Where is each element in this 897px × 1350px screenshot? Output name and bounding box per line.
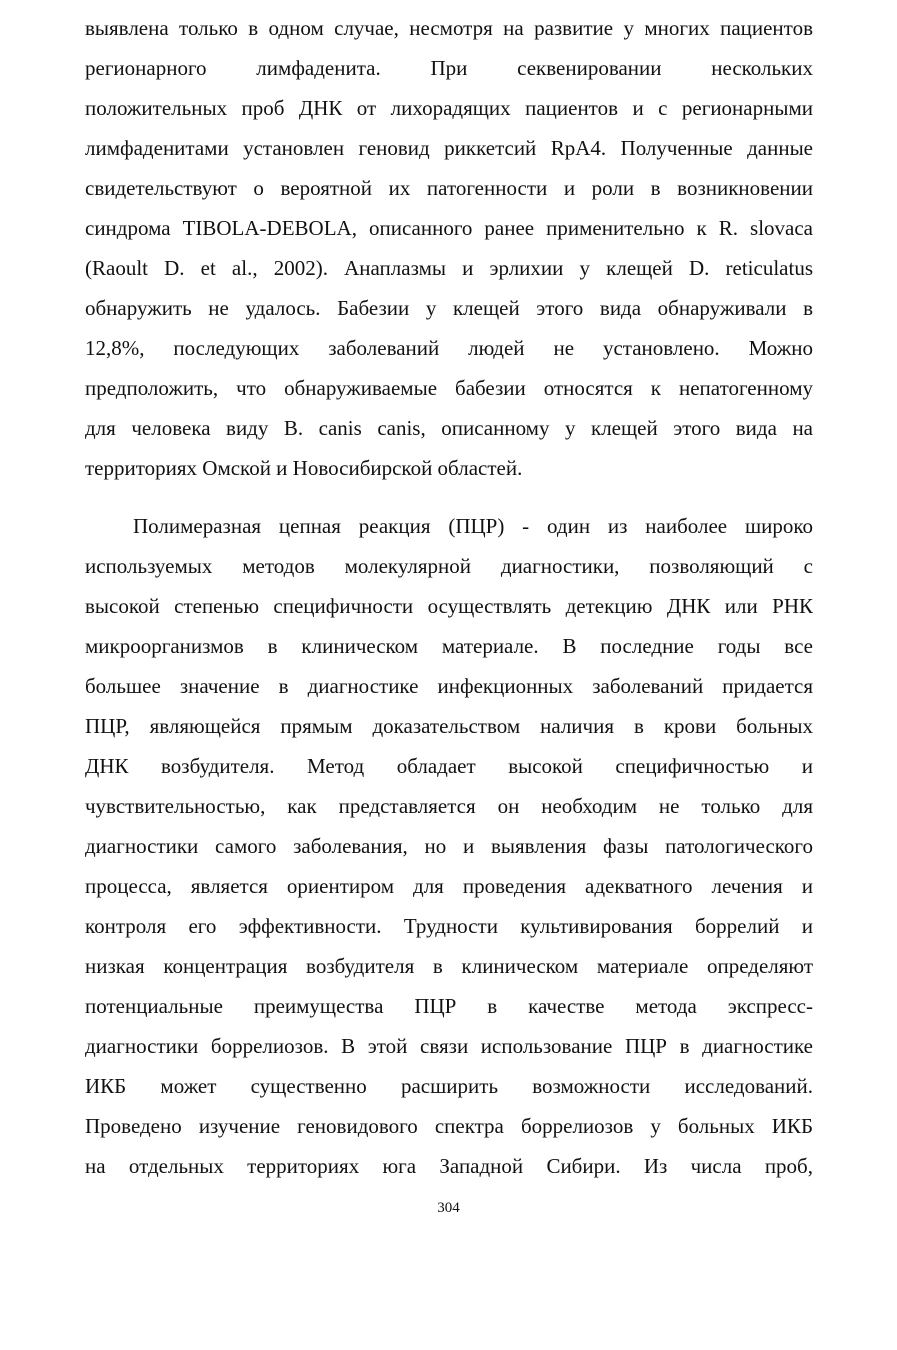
paragraph-1 [85,8,813,488]
text-line: Проведено изучение геновидового спектра боррелиозов у больных ИКБ [85,1114,813,1138]
text-line: обнаружить не удалось. Бабезии у клещей этого вида обнаруживали в [85,296,813,320]
text-line: низкая концентрация возбудителя в клиническом материале определяют [85,954,813,978]
text-line: территориях Омской и Новосибирской областей. [85,456,523,480]
text-line: регионарного лимфаденита. При секвенировании нескольких [85,56,813,80]
text-line: на отдельных территориях юга Западной Сибири. Из числа проб, [85,1154,813,1178]
text-line: синдрома TIBOLA-DEBOLA, описанного ранее применительно к R. slovaca [85,216,813,240]
text-line: выявлена только в одном случае, несмотря на развитие у многих пациентов [85,16,813,40]
text-line: используемых методов молекулярной диагностики, позволяющий с [85,554,813,578]
text-line: положительных проб ДНК от лихорадящих пациентов и с регионарными [85,96,813,120]
text-line: процесса, является ориентиром для проведения адекватного лечения и [85,874,813,898]
text-line: микроорганизмов в клиническом материале. В последние годы все [85,634,813,658]
text-line: для человека виду B. canis canis, описанному у клещей этого вида на [85,416,813,440]
paragraph-spacer [85,488,813,506]
text-line: ДНК возбудителя. Метод обладает высокой специфичностью и [85,754,813,778]
text-line: диагностики боррелиозов. В этой связи использование ПЦР в диагностике [85,1034,813,1058]
document-page [85,8,813,1186]
text-line: (Raoult D. et al., 2002). Анаплазмы и эрлихии у клещей D. reticulatus [85,256,813,280]
text-line: ИКБ может существенно расширить возможности исследований. [85,1074,813,1098]
text-line: лимфаденитами установлен геновид риккетсий RpA4. Полученные данные [85,136,813,160]
text-line: большее значение в диагностике инфекционных заболеваний придается [85,674,813,698]
text-line: ПЦР, являющейся прямым доказательством наличия в крови больных [85,714,813,738]
text-line: свидетельствуют о вероятной их патогенности и роли в возникновении [85,176,813,200]
page-number: 304 [437,1200,460,1216]
text-line: высокой степенью специфичности осуществлять детекцию ДНК или РНК [85,594,813,618]
text-line: диагностики самого заболевания, но и выявления фазы патологического [85,834,813,858]
text-line: Полимеразная цепная реакция (ПЦР) - один из наиболее широко [133,514,813,538]
text-line: предположить, что обнаруживаемые бабезии относятся к непатогенному [85,376,813,400]
paragraph-2 [85,506,813,1186]
text-line: чувствительностью, как представляется он необходим не только для [85,794,813,818]
text-line: потенциальные преимущества ПЦР в качестве метода экспресс- [85,994,813,1018]
text-line: контроля его эффективности. Трудности культивирования боррелий и [85,914,813,938]
text-line: 12,8%, последующих заболеваний людей не установлено. Можно [85,336,813,360]
